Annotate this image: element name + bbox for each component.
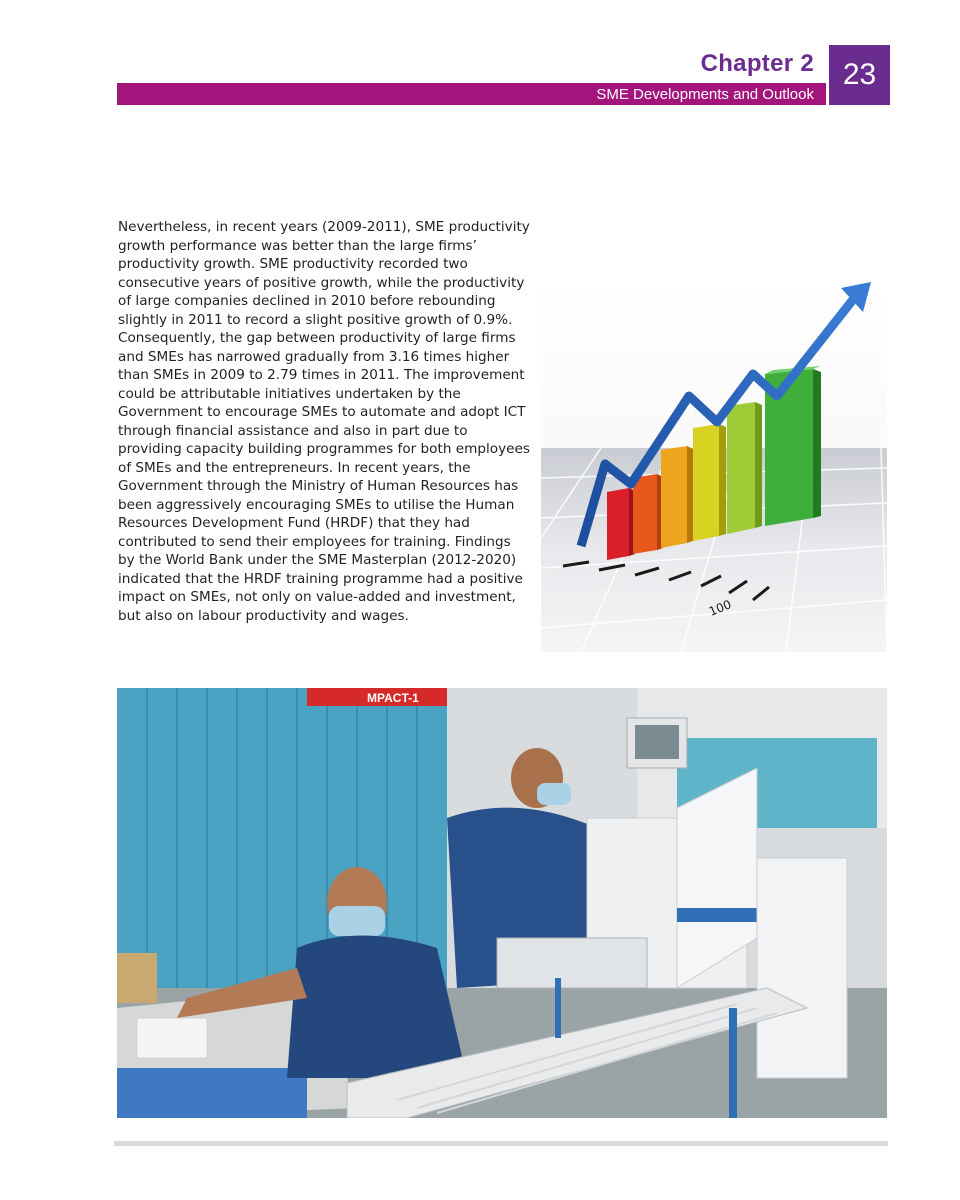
axis-label-100: 100: [706, 597, 734, 619]
page-number: 23: [842, 58, 877, 91]
factory-workers-photo: [117, 688, 887, 1118]
growth-chart-image: [541, 278, 887, 652]
footer-rule: [114, 1141, 888, 1146]
body-paragraph: Nevertheless, in recent years (2009-2011), SME productivity growth performance was better than the large firms’ productivity growth. SME productivity recorded two consecutive years of positive growth, while the productivity of large companies declined in 2010 before rebounding slightly in 2011 to record a slight positive growth of 0.9%. Consequently, the gap between productivity of large firms and SMEs has narrowed gradually from 3.16 times higher than SMEs in 2009 to 2.79 times in 2011. The improvement could be attributable initiatives undertaken by the Government to encourage SMEs to automate and adopt ICT through financial assistance and also in part due to providing capacity building programmes for both employees of SMEs and the entrepreneurs. In recent years, the Government through the Ministry of Human Resources has been aggressively encouraging SMEs to utilise the Human Resources Development Fund (HRDF) that they had contributed to send their employees for training. Findings by the World Bank under the SME Masterplan (2012-2020) indicated that the HRDF training programme had a positive impact on SMEs, not only on value-added and investment, but also on labour productivity and wages.: [118, 219, 530, 624]
chapter-title: Chapter 2: [700, 50, 814, 77]
chapter-subtitle: SME Developments and Outlook: [596, 86, 814, 103]
factory-scene-illustration: [117, 688, 887, 1118]
page-number-box: [829, 45, 890, 105]
chapter-subtitle-bar: [117, 83, 826, 105]
blue-tray: [117, 1068, 307, 1118]
wall-sign-text: MPACT-1: [367, 691, 419, 705]
growth-chart-illustration: [541, 278, 887, 652]
